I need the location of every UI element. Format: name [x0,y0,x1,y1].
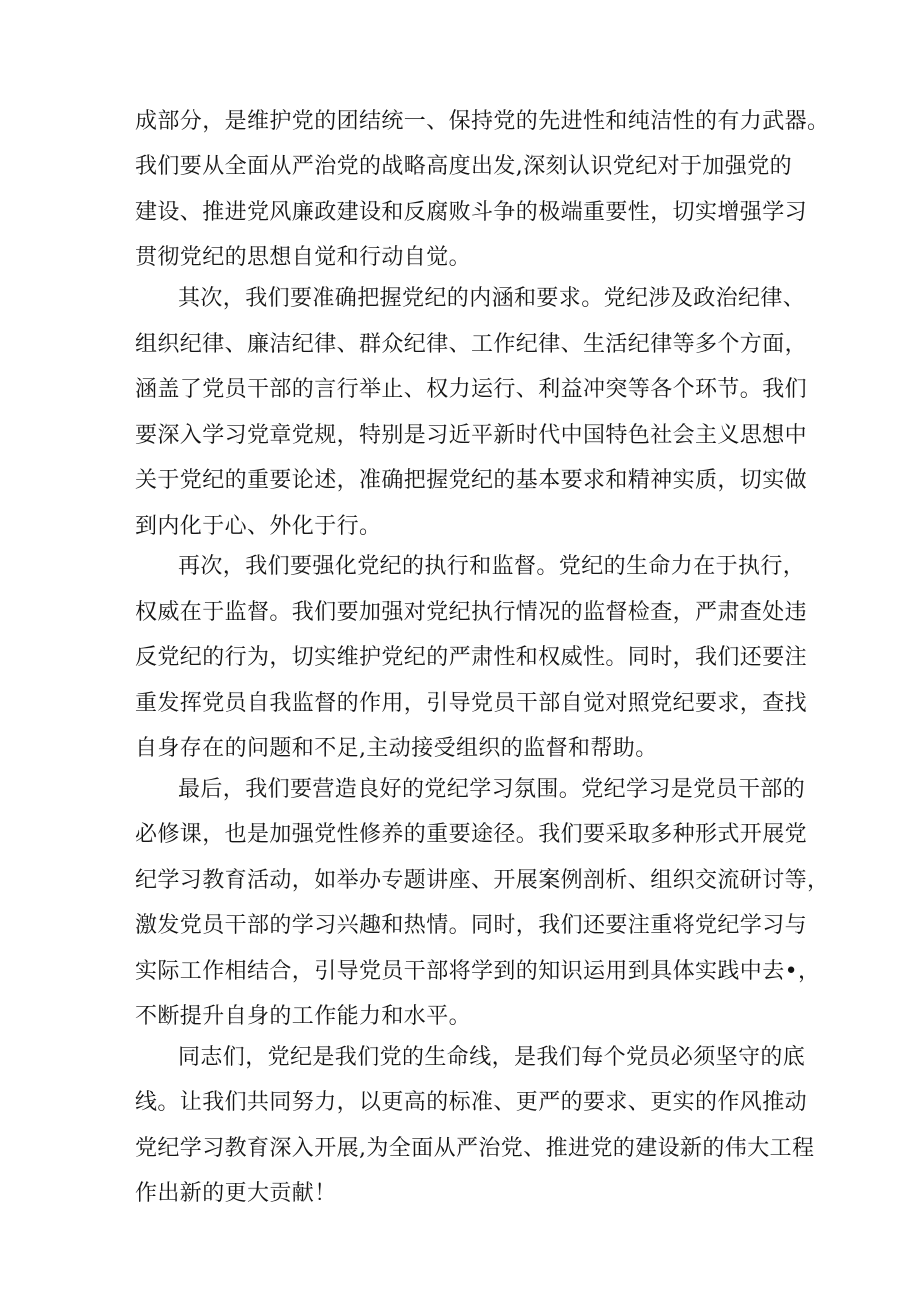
paragraph-line: 组织纪律、廉洁纪律、群众纪律、工作纪律、生活纪律等多个方面， [135,332,808,357]
paragraph-line: 线。让我们共同努力，以更高的标准、更严的要求、更实的作风推动 [135,1090,808,1115]
paragraph-line: 纪学习教育活动，如举办专题讲座、开展案例剖析、组织交流研讨等， [135,868,830,893]
paragraph-line: 关于党纪的重要论述，准确把握党纪的基本要求和精神实质，切实做 [135,468,808,493]
paragraph-line: 涵盖了党员干部的言行举止、权力运行、利益冲突等各个环节。我们 [135,377,808,402]
paragraph-line: 到内化于心、外化于行。 [135,514,382,539]
paragraph-line: 重发挥党员自我监督的作用，引导党员干部自觉对照党纪要求，查找 [135,691,808,716]
paragraph-line: 必修课，也是加强党性修养的重要途径。我们要采取多种形式开展党 [135,822,808,847]
paragraph-line: 其次，我们要准确把握党纪的内涵和要求。党纪涉及政治纪律、 [178,286,806,311]
paragraph-line: 自身存在的问题和不足,主动接受组织的监督和帮助。 [135,736,658,761]
paragraph-line: 不断提升自身的工作能力和水平。 [135,1004,472,1029]
paragraph-line: 成部分，是维护党的团结统一、保持党的先进性和纯洁性的有力武器。 [135,109,830,134]
paragraph-line: 贯彻党纪的思想自觉和行动自觉。 [135,245,472,270]
paragraph-line: 权威在于监督。我们要加强对党纪执行情况的监督检查，严肃查处违 [135,600,808,625]
paragraph-line: 我们要从全面从严治党的战略高度出发,深刻认识党纪对于加强党的 [135,154,792,179]
paragraph-line: 再次，我们要强化党纪的执行和监督。党纪的生命力在于执行， [178,554,806,579]
paragraph-line: 反党纪的行为，切实维护党纪的严肃性和权威性。同时，我们还要注 [135,645,808,670]
paragraph-line: 实际工作相结合，引导党员干部将学到的知识运用到具体实践中去•， [135,959,821,984]
paragraph-line: 要深入学习党章党规，特别是习近平新时代中国特色社会主义思想中 [135,423,808,448]
paragraph-line: 建设、推进党风廉政建设和反腐败斗争的极端重要性，切实增强学习 [135,200,808,225]
paragraph-line: 党纪学习教育深入开展,为全面从严治党、推进党的建设新的伟大工程 [135,1136,815,1161]
paragraph-line: 作出新的更大贡献！ [135,1181,337,1206]
paragraph-line: 激发党员干部的学习兴趣和热情。同时，我们还要注重将党纪学习与 [135,913,808,938]
paragraph-line: 最后，我们要营造良好的党纪学习氛围。党纪学习是党员干部的 [178,777,806,802]
paragraph-line: 同志们，党纪是我们党的生命线，是我们每个党员必须坚守的底 [178,1045,806,1070]
